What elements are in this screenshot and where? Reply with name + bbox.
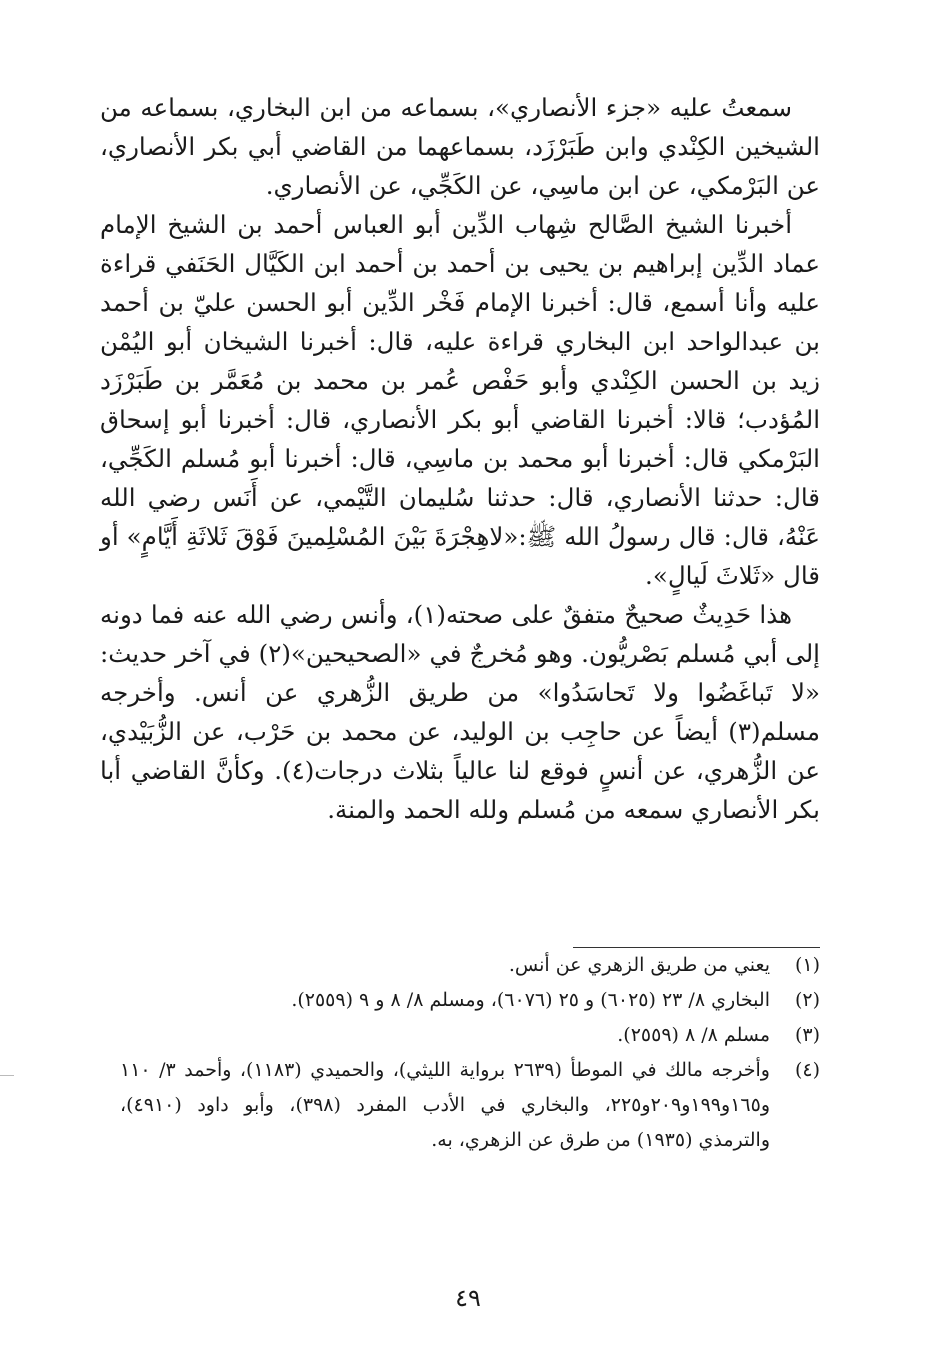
footnote-number: (١) (794, 954, 820, 976)
footnote-3 (120, 1018, 820, 1053)
footnote-2 (120, 983, 820, 1018)
footnote-text: مسلم ٨/ ٨ (٢٥٥٩). (617, 1024, 770, 1046)
footnote-text: يعني من طريق الزهري عن أنس. (508, 954, 770, 976)
paragraph-3: هذا حَدِيثٌ صحيحٌ متفقٌ على صحته(١)، وأنس رضي الله عنه فما دونه إلى أبي مُسلم بَصْريُّون. وهو مُخرجٌ في «الصحيحين»(٢) في آخر حديث: «لا تَباغَضُوا ولا تَحاسَدُوا» من طريق الزُّهري عن أنس. وأخرجه مسلم(٣) أيضاً عن حاجِب بن الوليد، عن محمد بن حَرْب، عن الزُّبَيْدي، عن الزُّهري، عن أنسٍ فوقع لنا عالياً بثلاث درجات(٤). وكأنَّ القاضي أبا بكر الأنصاري سمعه من مُسلم ولله الحمد والمنة. (100, 600, 820, 824)
paragraph-2: أخبرنا الشيخ الصَّالح شِهاب الدِّين أبو العباس أحمد بن الشيخ الإمام عماد الدِّين إبراهيم بن يحيى بن أحمد بن أحمد ابن الكَيَّال الحَنَفي قراءة عليه وأنا أسمع، قال: أخبرنا الإمام فَخْر الدِّين أبو الحسن عليّ بن أحمد بن عبدالواحد ابن البخاري قراءة عليه، قال: أخبرنا الشيخان أبو اليُمْن زيد بن الحسن الكِنْدي وأبو حَفْص عُمر بن محمد بن مُعَمَّر بن طَبَرْزَد المُؤدب؛ قالا: أخبرنا القاضي أبو بكر الأنصاري، قال: أخبرنا أبو إسحاق البَرْمكي قال: أخبرنا أبو محمد بن ماسِي، قال: أخبرنا أبو مُسلم الكَجِّي، قال: حدثنا الأنصاري، قال: حدثنا سُليمان التَّيْمي، عن أَنَس رضي الله عَنْهُ، قال: قال رسولُ الله ﷺ:«لاهِجْرَةَ بَيْنَ المُسْلِمينَ فَوْقَ ثَلاثَةِ أَيَّامٍ» أو قال «ثَلاثَ لَيالٍ». (100, 210, 820, 590)
footnote-4 (120, 1053, 820, 1158)
footnote-1 (120, 948, 820, 983)
main-text (100, 88, 820, 829)
paragraph-1: سمعتُ عليه «جزء الأنصاري»، بسماعه من ابن البخاري، بسماعه من الشيخين الكِنْدي وابن طَبَرْزَد، بسماعهما من القاضي أبي بكر الأنصاري، عن البَرْمكي، عن ابن ماسِي، عن الكَجِّي، عن الأنصاري. (100, 93, 820, 200)
footnote-text: وأخرجه مالك في الموطأ (٢٦٣٩ برواية الليثي)، والحميدي (١١٨٣)، وأحمد ٣/ ١١٠ و١٦٥و١٩٩و٢٠٩و٢٢٥، والبخاري في الأدب المفرد (٣٩٨)، وأبو داود (٤٩١٠)، والترمذي (١٩٣٥) من طرق عن الزهري، به. (120, 1059, 770, 1151)
footnote-number: (٣) (794, 1024, 820, 1046)
page-body (100, 88, 820, 829)
footnote-text: البخاري ٨/ ٢٣ (٦٠٢٥) و ٢٥ (٦٠٧٦)، ومسلم ٨/ ٨ و ٩ (٢٥٥٩). (291, 989, 770, 1011)
page-number: ٤٩ (455, 1284, 481, 1312)
footnotes (120, 948, 820, 1158)
footnote-number: (٢) (794, 989, 820, 1011)
margin-mark (0, 1075, 14, 1076)
footnote-number: (٤) (794, 1059, 820, 1081)
